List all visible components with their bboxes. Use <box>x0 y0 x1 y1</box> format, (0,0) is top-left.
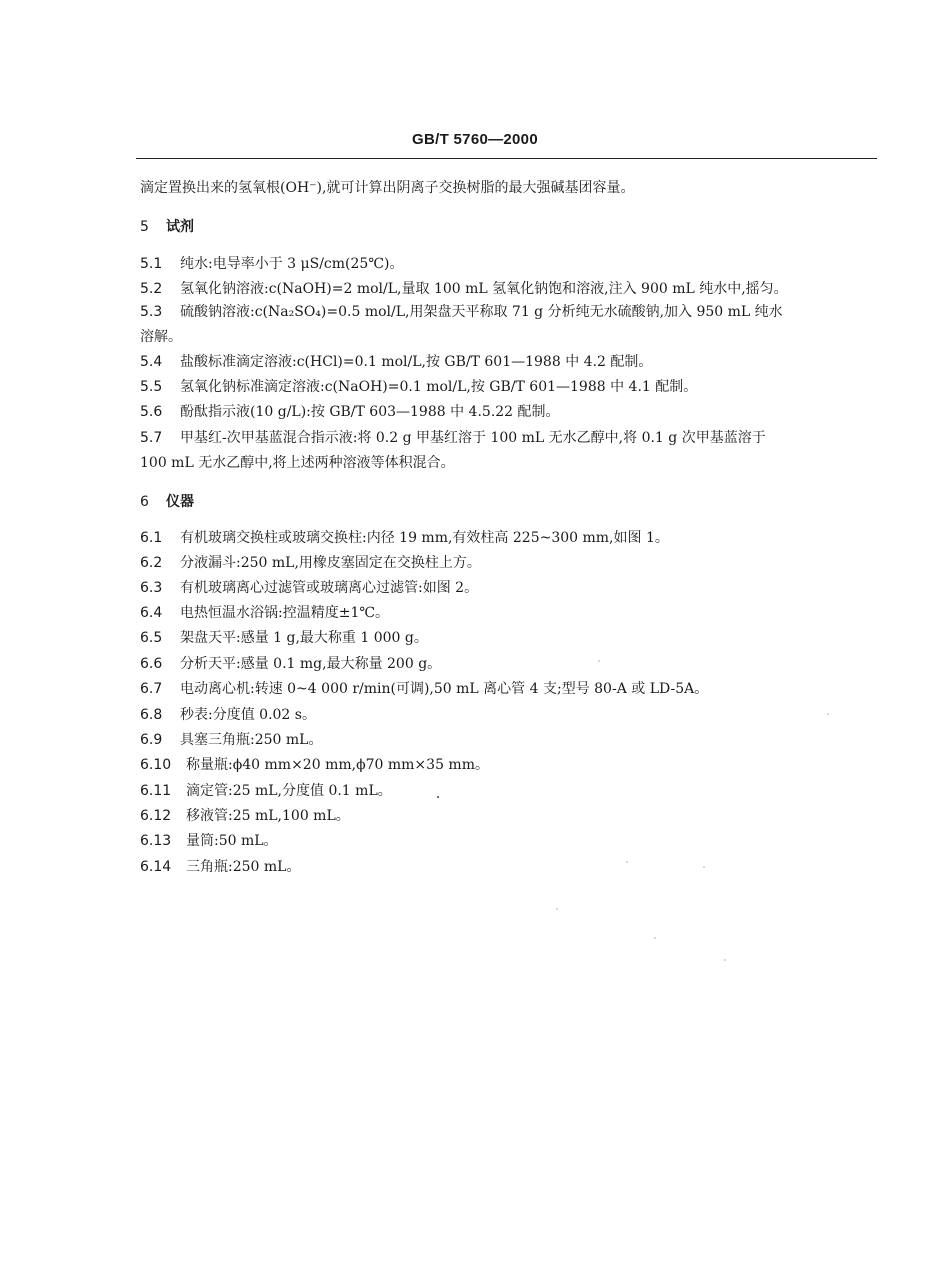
list-item: 5.6 酚酞指示液(10 g/L):按 GB/T 603—1988 中 4.5.22 配制。 <box>140 404 560 420</box>
list-item: 6.11 滴定管:25 mL,分度值 0.1 mL。 <box>140 783 392 799</box>
section-5-heading <box>140 217 194 237</box>
list-item-continuation: 溶解。 <box>140 329 182 345</box>
list-item: 6.12 移液管:25 mL,100 mL。 <box>140 808 350 824</box>
list-item: 5.5 氢氧化钠标准滴定溶液:c(NaOH)=0.1 mol/L,按 GB/T 601—1988 中 4.1 配制。 <box>140 379 698 395</box>
intro-paragraph: 滴定置换出来的氢氧根(OH⁻),就可计算出阴离子交换树脂的最大强碱基团容量。 <box>140 180 635 196</box>
list-item: 6.9 具塞三角瓶:250 mL。 <box>140 732 323 748</box>
list-item: 6.1 有机玻璃交换柱或玻璃交换柱:内径 19 mm,有效柱高 225~300 mm,如图 1。 <box>140 530 669 546</box>
scan-speck <box>703 866 705 868</box>
list-item: 6.8 秒表:分度值 0.02 s。 <box>140 707 316 723</box>
list-item: 5.7 甲基红-次甲基蓝混合指示液:将 0.2 g 甲基红溶于 100 mL 无水乙醇中,将 0.1 g 次甲基蓝溶于 <box>140 430 766 446</box>
list-item: 6.13 量筒:50 mL。 <box>140 833 278 849</box>
section-title: 试剂 <box>166 219 194 235</box>
list-item: 6.5 架盘天平:感量 1 g,最大称重 1 000 g。 <box>140 630 428 646</box>
list-item: 5.2 氢氧化钠溶液:c(NaOH)=2 mol/L,量取 100 mL 氢氧化钠饱和溶液,注入 900 mL 纯水中,摇匀。 <box>140 281 788 297</box>
list-item: 6.3 有机玻璃离心过滤管或玻璃离心过滤管:如图 2。 <box>140 580 479 596</box>
section-6-heading <box>140 492 194 512</box>
scan-speck <box>827 713 829 715</box>
list-item: 6.7 电动离心机:转速 0~4 000 r/min(可调),50 mL 离心管 4 支;型号 80-A 或 LD-5A。 <box>140 681 709 697</box>
scan-speck <box>724 959 726 961</box>
scan-speck <box>598 660 600 662</box>
section-number: 5 <box>140 219 149 235</box>
list-item: 6.4 电热恒温水浴锅:控温精度±1℃。 <box>140 605 390 621</box>
scan-speck <box>437 796 439 798</box>
scan-speck <box>556 908 558 910</box>
list-item: 6.14 三角瓶:250 mL。 <box>140 859 301 875</box>
list-item: 5.3 硫酸钠溶液:c(Na₂SO₄)=0.5 mol/L,用架盘天平称取 71 g 分析纯无水硫酸钠,加入 950 mL 纯水 <box>140 304 783 320</box>
header-rule <box>136 158 877 159</box>
list-item: 6.6 分析天平:感量 0.1 mg,最大称量 200 g。 <box>140 656 442 672</box>
scan-speck <box>654 937 656 939</box>
list-item: 5.1 纯水:电导率小于 3 μS/cm(25℃)。 <box>140 256 404 272</box>
list-item: 6.10 称量瓶:ϕ40 mm×20 mm,ϕ70 mm×35 mm。 <box>140 757 489 773</box>
scan-speck <box>626 861 628 863</box>
list-item: 5.4 盐酸标准滴定溶液:c(HCl)=0.1 mol/L,按 GB/T 601—1988 中 4.2 配制。 <box>140 354 653 370</box>
section-title: 仪器 <box>166 494 194 510</box>
section-number: 6 <box>140 494 149 510</box>
list-item: 6.2 分液漏斗:250 mL,用橡皮塞固定在交换柱上方。 <box>140 555 481 571</box>
list-item-continuation: 100 mL 无水乙醇中,将上述两种溶液等体积混合。 <box>140 455 455 471</box>
standard-code-header: GB/T 5760—2000 <box>412 131 538 148</box>
